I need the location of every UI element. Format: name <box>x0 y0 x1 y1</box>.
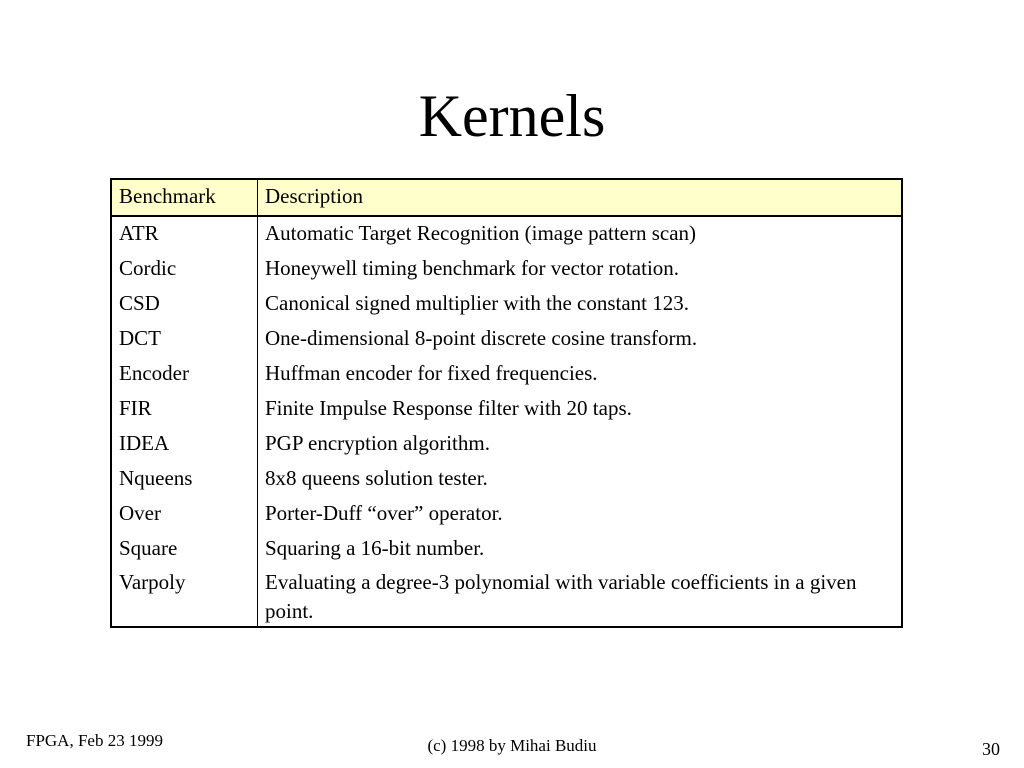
table-row <box>111 252 902 287</box>
description-cell: Canonical signed multiplier with the constant 123. <box>265 291 690 315</box>
description-cell: 8x8 queens solution tester. <box>265 466 488 490</box>
table-row <box>111 427 902 462</box>
benchmark-cell: Encoder <box>111 357 258 392</box>
footer-page-number: 30 <box>982 739 1000 759</box>
benchmark-cell: Over <box>111 497 258 532</box>
benchmark-cell: DCT <box>111 322 258 357</box>
description-cell: Porter-Duff “over” operator. <box>265 501 503 525</box>
header-description: Description <box>258 179 903 216</box>
footer-event-date: FPGA, Feb 23 1999 <box>26 731 163 750</box>
benchmark-cell: Cordic <box>111 252 258 287</box>
header-benchmark: Benchmark <box>111 179 258 216</box>
table-row <box>111 322 902 357</box>
benchmark-cell: Varpoly <box>111 567 258 627</box>
benchmark-cell: CSD <box>111 287 258 322</box>
table-row <box>111 497 902 532</box>
benchmark-cell: Nqueens <box>111 462 258 497</box>
table-row <box>111 462 902 497</box>
table-row <box>111 392 902 427</box>
benchmark-cell: FIR <box>111 392 258 427</box>
table-header-row <box>111 179 902 216</box>
slide-title: Kernels <box>418 83 606 149</box>
table-row <box>111 532 902 567</box>
description-cell: Finite Impulse Response filter with 20 taps. <box>265 396 632 420</box>
description-cell: Honeywell timing benchmark for vector rotation. <box>265 256 680 280</box>
description-cell: Huffman encoder for fixed frequencies. <box>265 361 598 385</box>
benchmark-cell: ATR <box>111 216 258 252</box>
table-row <box>111 216 902 252</box>
description-cell: Automatic Target Recognition (image pattern scan) <box>265 221 697 245</box>
table-row <box>111 567 902 627</box>
benchmark-cell: IDEA <box>111 427 258 462</box>
table-row <box>111 287 902 322</box>
description-cell: PGP encryption algorithm. <box>265 431 490 455</box>
description-cell: Evaluating a degree-3 polynomial with variable coefficients in a given point. <box>265 570 857 623</box>
kernels-table <box>110 178 903 628</box>
footer-copyright: (c) 1998 by Mihai Budiu <box>427 736 597 755</box>
benchmark-cell: Square <box>111 532 258 567</box>
table-row <box>111 357 902 392</box>
description-cell: One-dimensional 8-point discrete cosine transform. <box>265 326 698 350</box>
description-cell: Squaring a 16-bit number. <box>265 536 485 560</box>
